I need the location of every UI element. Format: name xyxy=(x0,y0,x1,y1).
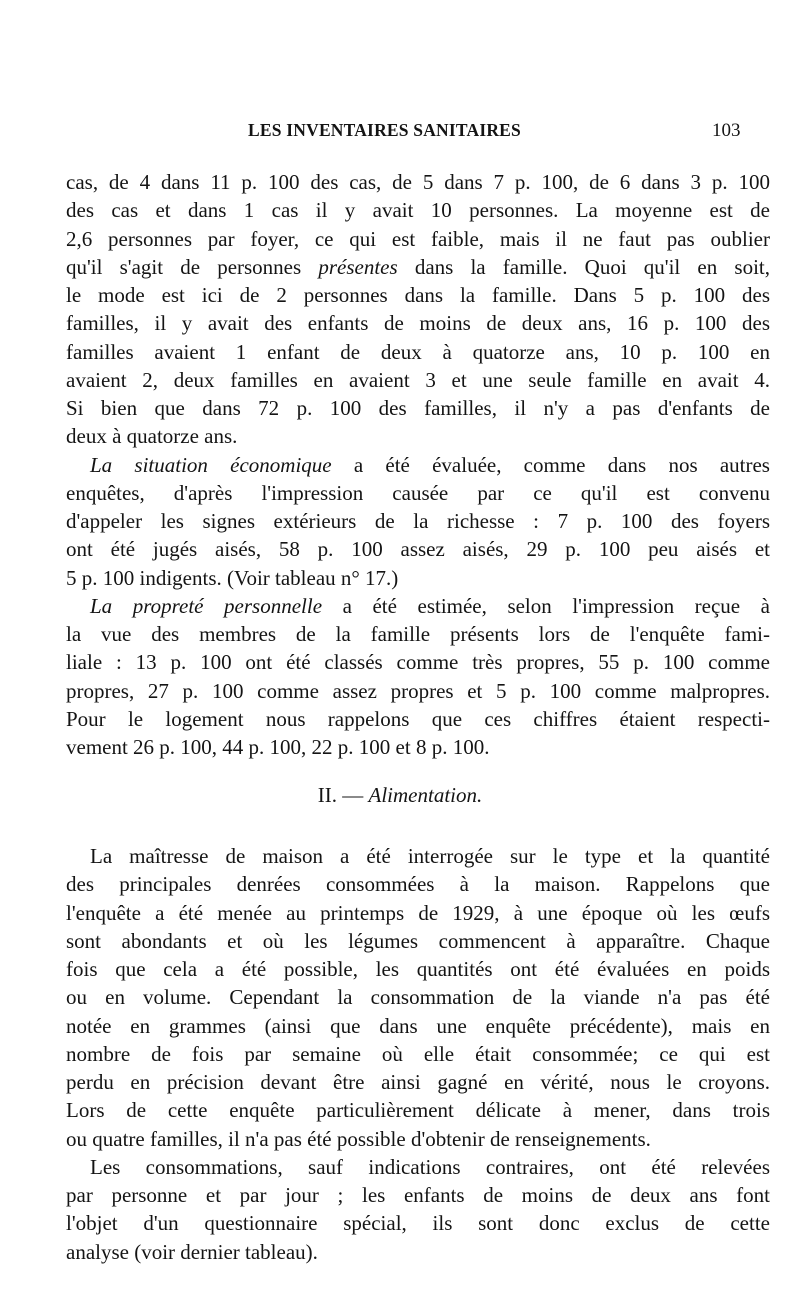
text-line: des principales denrées consommées à la maison. Rappelons que xyxy=(66,872,770,897)
italic-phrase: La propreté personnelle xyxy=(90,593,323,618)
section-heading xyxy=(0,780,800,810)
paragraph-economic-situation xyxy=(66,451,770,592)
text-line: notée en grammes (ainsi que dans une enquête précédente), mais en xyxy=(66,1013,770,1038)
text-line: cas, de 4 dans 11 p. 100 des cas, de 5 dans 7 p. 100, de 6 dans 3 p. 100 xyxy=(66,170,770,194)
section-title: Alimentation. xyxy=(368,783,483,807)
text-line: Lors de cette enquête particulièrement délicate à mener, dans trois xyxy=(66,1098,770,1123)
text-line: enquêtes, d'après l'impression causée par ce qu'il est convenu xyxy=(66,480,770,505)
text-line: propres, 27 p. 100 comme assez propres et 5 p. 100 comme malpropres. xyxy=(66,678,770,703)
text-line: le mode est ici de 2 personnes dans la famille. Dans 5 p. 100 des xyxy=(66,283,770,307)
text-line: analyse (voir dernier tableau). xyxy=(66,1239,318,1264)
text-line: la vue des membres de la famille présents lors de l'enquête fami- xyxy=(66,622,770,646)
page-header xyxy=(0,120,800,144)
text-line: ou en volume. Cependant la consommation de la viande n'a pas été xyxy=(66,985,770,1010)
text-line: sont abondants et où les légumes commencent à apparaître. Chaque xyxy=(66,928,770,953)
section-number: II. — xyxy=(317,783,364,807)
text-line: Pour le logement nous rappelons que ces chiffres étaient respecti- xyxy=(66,706,770,731)
text-line: perdu en précision devant être ainsi gagné en vérité, nous le croyons. xyxy=(66,1070,770,1094)
paragraph-personal-cleanliness xyxy=(66,592,770,762)
text-line: La maîtresse de maison a été interrogée sur le type et la quantité xyxy=(90,844,770,868)
text-line: des cas et dans 1 cas il y avait 10 personnes. La moyenne est de xyxy=(66,198,770,223)
text-line: l'objet d'un questionnaire spécial, ils sont donc exclus de cette xyxy=(66,1211,770,1236)
text-line: qu'il s'agit de personnes présentes dans la famille. Quoi qu'il en soit, xyxy=(66,254,770,279)
text-line: Les consommations, sauf indications contraires, ont été relevées xyxy=(90,1154,770,1179)
text-line: l'enquête a été menée au printemps de 1929, à une époque où les œufs xyxy=(66,900,770,925)
paragraph-food-survey xyxy=(66,842,770,1153)
text-line: deux à quatorze ans. xyxy=(66,424,238,449)
running-title: LES INVENTAIRES SANITAIRES xyxy=(248,120,521,140)
text-line: 2,6 personnes par foyer, ce qui est faible, mais il ne faut pas oublier xyxy=(66,226,770,251)
text-line: liale : 13 p. 100 ont été classés comme très propres, 55 p. 100 comme xyxy=(66,650,770,675)
italic-phrase: La situation économique xyxy=(90,452,332,477)
paragraph-consumption-notes xyxy=(66,1153,770,1266)
italic-phrase: présentes xyxy=(318,254,398,279)
text-line: La situation économique a été évaluée, comme dans nos autres xyxy=(90,452,770,477)
text-line: ou quatre familles, il n'a pas été possible d'obtenir de renseignements. xyxy=(66,1126,651,1151)
text-line: ont été jugés aisés, 58 p. 100 assez aisés, 29 p. 100 peu aisés et xyxy=(66,537,770,562)
page-number: 103 xyxy=(712,120,741,141)
text-line: nombre de fois par semaine où elle était consommée; ce qui est xyxy=(66,1041,770,1066)
text-line: fois que cela a été possible, les quantités ont été évaluées en poids xyxy=(66,957,770,981)
text-line: La propreté personnelle a été estimée, selon l'impression reçue à xyxy=(90,593,770,618)
text-line: Si bien que dans 72 p. 100 des familles, il n'y a pas d'enfants de xyxy=(66,396,770,420)
paragraph-household-size xyxy=(66,168,770,451)
text-line: familles avaient 1 enfant de deux à quatorze ans, 10 p. 100 en xyxy=(66,339,770,364)
text-line: d'appeler les signes extérieurs de la richesse : 7 p. 100 des foyers xyxy=(66,509,770,533)
text-line: avaient 2, deux familles en avaient 3 et une seule famille en avait 4. xyxy=(66,367,770,392)
text-line: 5 p. 100 indigents. (Voir tableau n° 17.) xyxy=(66,565,399,590)
text-line: par personne et par jour ; les enfants de moins de deux ans font xyxy=(66,1183,770,1207)
text-line: vement 26 p. 100, 44 p. 100, 22 p. 100 et 8 p. 100. xyxy=(66,735,490,759)
text-line: familles, il y avait des enfants de moins de deux ans, 16 p. 100 des xyxy=(66,311,770,336)
